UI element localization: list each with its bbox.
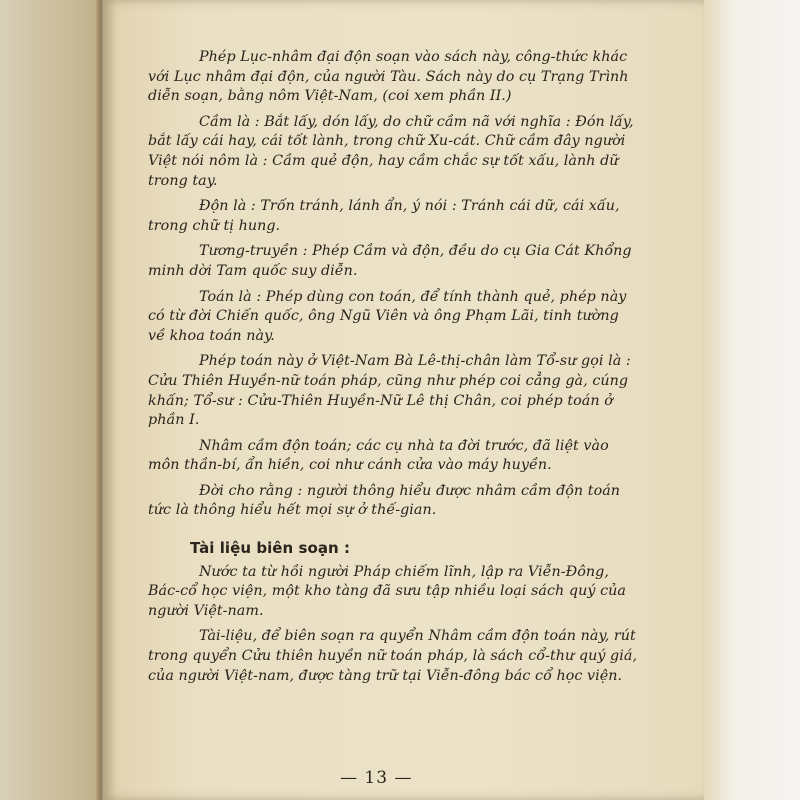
page-number: — 13 —	[340, 768, 413, 788]
paragraph: Nhâm cầm độn toán; các cụ nhà ta đời trước, đã liệt vào môn thần-bí, ẩn hiền, coi như cánh cửa vào máy huyền.	[148, 437, 609, 474]
paragraph: Đời cho rằng : người thông hiểu được nhâm cầm độn toán tức là thông hiểu hết mọi sự ở thế-gian.	[148, 482, 621, 519]
page-background	[704, 0, 800, 800]
paragraph: Phép Lục-nhâm đại độn soạn vào sách này, công-thức khác với Lục nhâm đại độn, của người Tàu. Sách này do cụ Trạng Trình diễn soạn, bằng nôm Việt-Nam, (coi xem phần II.)	[148, 49, 629, 105]
paragraph: Tương-truyền : Phép Cầm và độn, đều do cụ Gia Cát Khổng minh dời Tam quốc suy diễn.	[148, 243, 632, 279]
paragraph: Cầm là : Bắt lấy, dón lấy, do chữ cầm nã với nghĩa : Đón lấy, bắt lấy cái hay, cái tốt lành, trong chữ Xu-cát. Chữ cầm đây người Việt nói nôm là : Cầm quẻ độn, hay cầm chắc sự tốt xấu, lành dữ trong tay.	[148, 113, 634, 189]
paragraph: Tài-liệu, để biên soạn ra quyển Nhâm cầm độn toán này, rút trong quyển Cửu thiên huyền nữ toán pháp, là sách cổ-thư quý giá, của người Việt-nam, được tàng trữ tại Viễn-đông bác cổ học viện.	[148, 628, 638, 684]
paragraph: Độn là : Trốn tránh, lánh ẩn, ý nói : Tránh cái dữ, cái xấu, trong chữ tị hung.	[148, 198, 620, 234]
book-spine	[0, 0, 100, 800]
page-body	[148, 48, 638, 692]
paragraph: Nước ta từ hồi người Pháp chiếm lĩnh, lập ra Viễn-Đông, Bác-cổ học viện, một kho tàng đã sưu tập nhiều loại sách quý của người Việt-nam.	[148, 563, 626, 619]
paragraph: Toán là : Phép dùng con toán, để tính thành quẻ, phép này có từ đời Chiến quốc, ông Ngũ Viên và ông Phạm Lãi, tinh tường về khoa toán này.	[148, 288, 627, 344]
section-heading: Tài liệu biên soạn :	[190, 539, 351, 558]
paragraph: Phép toán này ở Việt-Nam Bà Lê-thị-chân làm Tổ-sư gọi là : Cửu Thiên Huyền-nữ toán pháp, cũng như phép coi cẳng gà, cúng khấn; Tổ-sư : Cửu-Thiên Huyền-Nữ Lê thị Chân, coi phép toán ở phần I.	[148, 353, 631, 429]
